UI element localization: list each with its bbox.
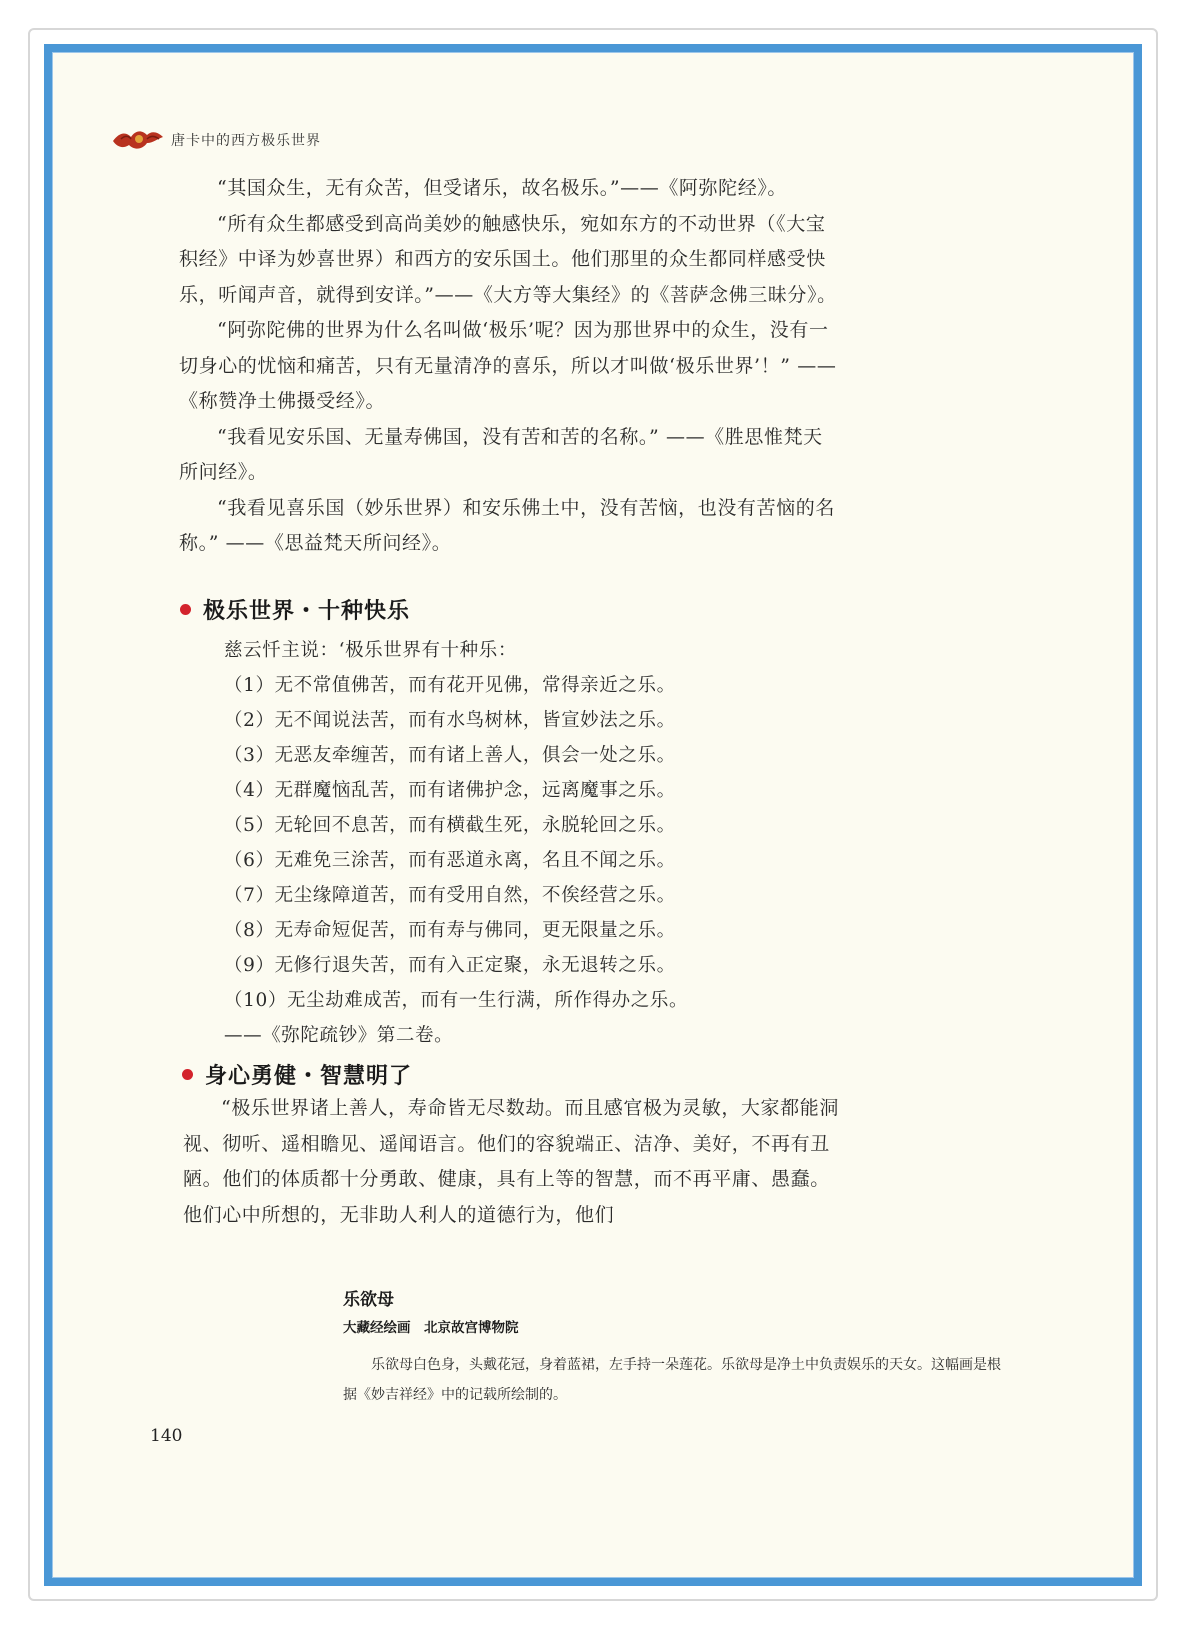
list-item: （1）无不常值佛苦，而有花开见佛，常得亲近之乐。 [224,675,676,696]
caption-description: 乐欲母白色身，头戴花冠，身着蓝裙，左手持一朵莲花。乐欲母是净土中负责娱乐的天女。这幅画是根据《妙吉祥经》中的记载所绘制的。 [343,1357,1001,1403]
paragraph: “阿弥陀佛的世界为什么名叫做‘极乐’呢？因为那世界中的众生，没有一切身心的忧恼和痛苦，只有无量清净的喜乐，所以才叫做‘极乐世界’！” ——《称赞净土佛摄受经》。 [179,319,837,412]
paragraph: “所有众生都感受到高尚美妙的触感快乐，宛如东方的不动世界（《大宝积经》中译为妙喜世界）和西方的安乐国土。他们那里的众生都同样感受快乐，听闻声音，就得到安详。”——《大方等大集经》的《菩萨念佛三昧分》。 [179,212,837,306]
ten-joys-list [224,633,844,1053]
list-item: （9）无修行退失苦，而有入正定聚，永无退转之乐。 [224,955,676,976]
paragraph: “其国众生，无有众苦，但受诸乐，故名极乐。”——《阿弥陀经》。 [217,177,788,199]
figure-caption [343,1285,1043,1410]
intro-text [179,171,839,562]
list-item: （8）无寿命短促苦，而有寿与佛同，更无限量之乐。 [224,920,676,941]
section-heading-ten-joys [180,594,410,625]
lotus-dragon-ornament-icon [111,127,165,153]
running-header [111,127,321,153]
list-source: ——《弥陀疏钞》第二卷。 [224,1025,454,1046]
list-item: （2）无不闻说法苦，而有水鸟树林，皆宣妙法之乐。 [224,710,676,731]
section-heading-text: 极乐世界・十种快乐 [203,599,411,624]
list-item: （5）无轮回不息苦，而有横截生死，永脱轮回之乐。 [224,815,676,836]
list-lead: 慈云忏主说：‘极乐世界有十种乐： [224,640,517,661]
running-header-title: 唐卡中的西方极乐世界 [171,133,321,149]
caption-title: 乐欲母 [343,1290,394,1310]
list-item: （4）无群魔恼乱苦，而有诸佛护念，远离魔事之乐。 [224,780,676,801]
list-item: （6）无难免三涂苦，而有恶道永离，名且不闻之乐。 [224,850,676,871]
paragraph: “我看见安乐国、无量寿佛国，没有苦和苦的名称。” ——《胜思惟梵天所问经》。 [179,425,823,483]
bullet-icon [180,604,191,615]
section2-text [183,1091,843,1233]
list-item: （7）无尘缘障道苦，而有受用自然，不俟经营之乐。 [224,885,676,906]
list-item: （10）无尘劫难成苦，而有一生行满，所作得办之乐。 [224,990,689,1011]
book-page [52,52,1134,1578]
caption-subtitle: 大藏经绘画 北京故宫博物院 [343,1320,519,1336]
page-number: 140 [150,1426,183,1446]
paragraph: “极乐世界诸上善人，寿命皆无尽数劫。而且感官极为灵敏，大家都能洞视、彻听、遥相瞻见、遥闻语言。他们的容貌端正、洁净、美好，不再有丑陋。他们的体质都十分勇敢、健康，具有上等的智慧，而不再平庸、愚蠢。他们心中所想的，无非助人利人的道德行为，他们 [183,1097,839,1226]
section-heading-text: 身心勇健・智慧明了 [205,1064,413,1089]
list-item: （3）无恶友牵缠苦，而有诸上善人，俱会一处之乐。 [224,745,676,766]
paragraph: “我看见喜乐国（妙乐世界）和安乐佛土中，没有苦恼，也没有苦恼的名称。” ——《思益梵天所问经》。 [179,496,835,554]
section-heading-body-mind [182,1059,412,1090]
bullet-icon [182,1069,193,1080]
